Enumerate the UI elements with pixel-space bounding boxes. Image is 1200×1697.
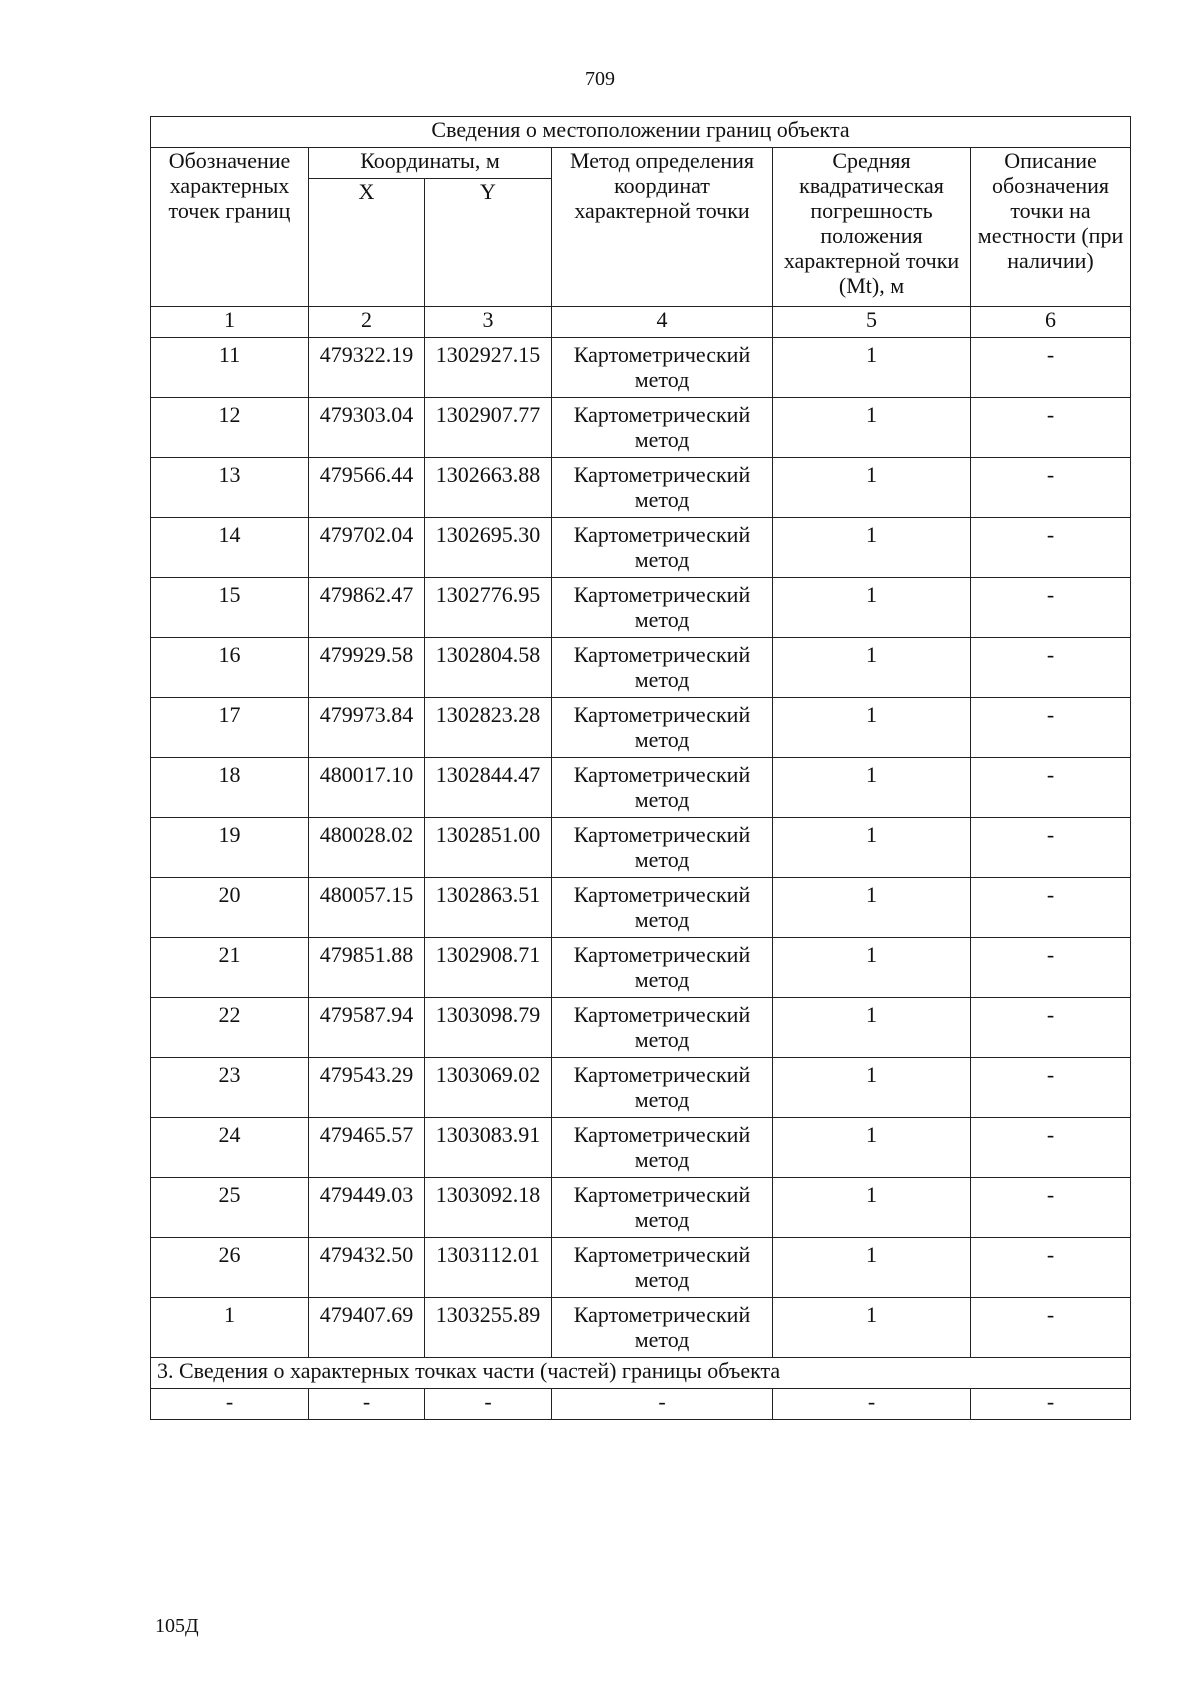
method-cell: Картометрический метод	[552, 1178, 773, 1238]
method-cell: Картометрический метод	[552, 878, 773, 938]
x-coordinate-cell: 480028.02	[309, 818, 425, 878]
header-y: Y	[425, 179, 552, 307]
error-cell: 1	[773, 758, 971, 818]
column-number: 1	[151, 307, 309, 338]
table-title: Сведения о местоположении границ объекта	[151, 117, 1131, 148]
error-cell: 1	[773, 578, 971, 638]
method-cell: Картометрический метод	[552, 578, 773, 638]
description-cell: -	[971, 878, 1131, 938]
table-row	[151, 1058, 1131, 1118]
x-coordinate-cell: 479465.57	[309, 1118, 425, 1178]
footer-code: 105Д	[155, 1615, 199, 1637]
method-cell: Картометрический метод	[552, 998, 773, 1058]
column-number: 3	[425, 307, 552, 338]
column-number: 6	[971, 307, 1131, 338]
description-cell: -	[971, 518, 1131, 578]
empty-cell: -	[309, 1389, 425, 1420]
x-coordinate-cell: 479702.04	[309, 518, 425, 578]
y-coordinate-cell: 1302907.77	[425, 398, 552, 458]
column-number: 4	[552, 307, 773, 338]
description-cell: -	[971, 338, 1131, 398]
y-coordinate-cell: 1302823.28	[425, 698, 552, 758]
header-description: Описание обозначения точки на местности (при наличии)	[971, 148, 1131, 307]
method-cell: Картометрический метод	[552, 338, 773, 398]
empty-cell: -	[773, 1389, 971, 1420]
point-cell: 25	[151, 1178, 309, 1238]
x-coordinate-cell: 479407.69	[309, 1298, 425, 1358]
header-coordinates: Координаты, м	[309, 148, 552, 179]
section3-empty-row	[151, 1389, 1131, 1420]
error-cell: 1	[773, 1118, 971, 1178]
y-coordinate-cell: 1303083.91	[425, 1118, 552, 1178]
header-row	[151, 148, 1131, 179]
error-cell: 1	[773, 878, 971, 938]
x-coordinate-cell: 479322.19	[309, 338, 425, 398]
column-number: 2	[309, 307, 425, 338]
description-cell: -	[971, 938, 1131, 998]
x-coordinate-cell: 480057.15	[309, 878, 425, 938]
description-cell: -	[971, 1178, 1131, 1238]
table-row	[151, 1178, 1131, 1238]
x-coordinate-cell: 479851.88	[309, 938, 425, 998]
boundary-coordinates-table	[150, 116, 1131, 1420]
error-cell: 1	[773, 1178, 971, 1238]
y-coordinate-cell: 1302776.95	[425, 578, 552, 638]
point-cell: 16	[151, 638, 309, 698]
header-x: X	[309, 179, 425, 307]
y-coordinate-cell: 1302695.30	[425, 518, 552, 578]
y-coordinate-cell: 1303255.89	[425, 1298, 552, 1358]
empty-cell: -	[971, 1389, 1131, 1420]
table-row	[151, 458, 1131, 518]
method-cell: Картометрический метод	[552, 1298, 773, 1358]
method-cell: Картометрический метод	[552, 698, 773, 758]
table-row	[151, 878, 1131, 938]
y-coordinate-cell: 1303112.01	[425, 1238, 552, 1298]
x-coordinate-cell: 479587.94	[309, 998, 425, 1058]
table-row	[151, 818, 1131, 878]
point-cell: 22	[151, 998, 309, 1058]
point-cell: 13	[151, 458, 309, 518]
point-cell: 1	[151, 1298, 309, 1358]
header-error: Средняя квадратическая погрешность положения характерной точки (Mt), м	[773, 148, 971, 307]
table-row	[151, 1118, 1131, 1178]
description-cell: -	[971, 758, 1131, 818]
y-coordinate-cell: 1303092.18	[425, 1178, 552, 1238]
method-cell: Картометрический метод	[552, 1058, 773, 1118]
x-coordinate-cell: 479303.04	[309, 398, 425, 458]
description-cell: -	[971, 638, 1131, 698]
method-cell: Картометрический метод	[552, 398, 773, 458]
y-coordinate-cell: 1303098.79	[425, 998, 552, 1058]
description-cell: -	[971, 698, 1131, 758]
point-cell: 19	[151, 818, 309, 878]
x-coordinate-cell: 479566.44	[309, 458, 425, 518]
y-coordinate-cell: 1302663.88	[425, 458, 552, 518]
y-coordinate-cell: 1302927.15	[425, 338, 552, 398]
table-row	[151, 1298, 1131, 1358]
table-row	[151, 998, 1131, 1058]
x-coordinate-cell: 479432.50	[309, 1238, 425, 1298]
description-cell: -	[971, 398, 1131, 458]
table-row	[151, 338, 1131, 398]
y-coordinate-cell: 1302844.47	[425, 758, 552, 818]
table-title-row	[151, 117, 1131, 148]
point-cell: 23	[151, 1058, 309, 1118]
column-number-row	[151, 307, 1131, 338]
y-coordinate-cell: 1302863.51	[425, 878, 552, 938]
x-coordinate-cell: 480017.10	[309, 758, 425, 818]
table-row	[151, 638, 1131, 698]
error-cell: 1	[773, 638, 971, 698]
error-cell: 1	[773, 1298, 971, 1358]
method-cell: Картометрический метод	[552, 638, 773, 698]
description-cell: -	[971, 818, 1131, 878]
point-cell: 24	[151, 1118, 309, 1178]
y-coordinate-cell: 1303069.02	[425, 1058, 552, 1118]
table-row	[151, 398, 1131, 458]
point-cell: 21	[151, 938, 309, 998]
x-coordinate-cell: 479929.58	[309, 638, 425, 698]
x-coordinate-cell: 479862.47	[309, 578, 425, 638]
point-cell: 14	[151, 518, 309, 578]
method-cell: Картометрический метод	[552, 938, 773, 998]
description-cell: -	[971, 1238, 1131, 1298]
point-cell: 17	[151, 698, 309, 758]
section3-title-row	[151, 1358, 1131, 1389]
description-cell: -	[971, 578, 1131, 638]
x-coordinate-cell: 479543.29	[309, 1058, 425, 1118]
method-cell: Картометрический метод	[552, 1118, 773, 1178]
point-cell: 20	[151, 878, 309, 938]
description-cell: -	[971, 1118, 1131, 1178]
error-cell: 1	[773, 938, 971, 998]
y-coordinate-cell: 1302908.71	[425, 938, 552, 998]
description-cell: -	[971, 458, 1131, 518]
point-cell: 11	[151, 338, 309, 398]
table-row	[151, 518, 1131, 578]
section3-title: 3. Сведения о характерных точках части (частей) границы объекта	[151, 1358, 1131, 1389]
method-cell: Картометрический метод	[552, 758, 773, 818]
description-cell: -	[971, 1058, 1131, 1118]
method-cell: Картометрический метод	[552, 518, 773, 578]
error-cell: 1	[773, 1238, 971, 1298]
column-number: 5	[773, 307, 971, 338]
error-cell: 1	[773, 458, 971, 518]
y-coordinate-cell: 1302851.00	[425, 818, 552, 878]
header-method: Метод определения координат характерной точки	[552, 148, 773, 307]
error-cell: 1	[773, 398, 971, 458]
error-cell: 1	[773, 998, 971, 1058]
x-coordinate-cell: 479449.03	[309, 1178, 425, 1238]
empty-cell: -	[151, 1389, 309, 1420]
point-cell: 15	[151, 578, 309, 638]
empty-cell: -	[552, 1389, 773, 1420]
point-cell: 26	[151, 1238, 309, 1298]
method-cell: Картометрический метод	[552, 458, 773, 518]
page-number: 709	[585, 68, 615, 90]
table-row	[151, 938, 1131, 998]
description-cell: -	[971, 1298, 1131, 1358]
method-cell: Картометрический метод	[552, 1238, 773, 1298]
error-cell: 1	[773, 518, 971, 578]
header-point-designation: Обозначение характерных точек границ	[151, 148, 309, 307]
table-row	[151, 698, 1131, 758]
table-row	[151, 758, 1131, 818]
description-cell: -	[971, 998, 1131, 1058]
table-row	[151, 1238, 1131, 1298]
error-cell: 1	[773, 818, 971, 878]
y-coordinate-cell: 1302804.58	[425, 638, 552, 698]
empty-cell: -	[425, 1389, 552, 1420]
x-coordinate-cell: 479973.84	[309, 698, 425, 758]
error-cell: 1	[773, 1058, 971, 1118]
point-cell: 18	[151, 758, 309, 818]
error-cell: 1	[773, 338, 971, 398]
method-cell: Картометрический метод	[552, 818, 773, 878]
error-cell: 1	[773, 698, 971, 758]
point-cell: 12	[151, 398, 309, 458]
table-row	[151, 578, 1131, 638]
